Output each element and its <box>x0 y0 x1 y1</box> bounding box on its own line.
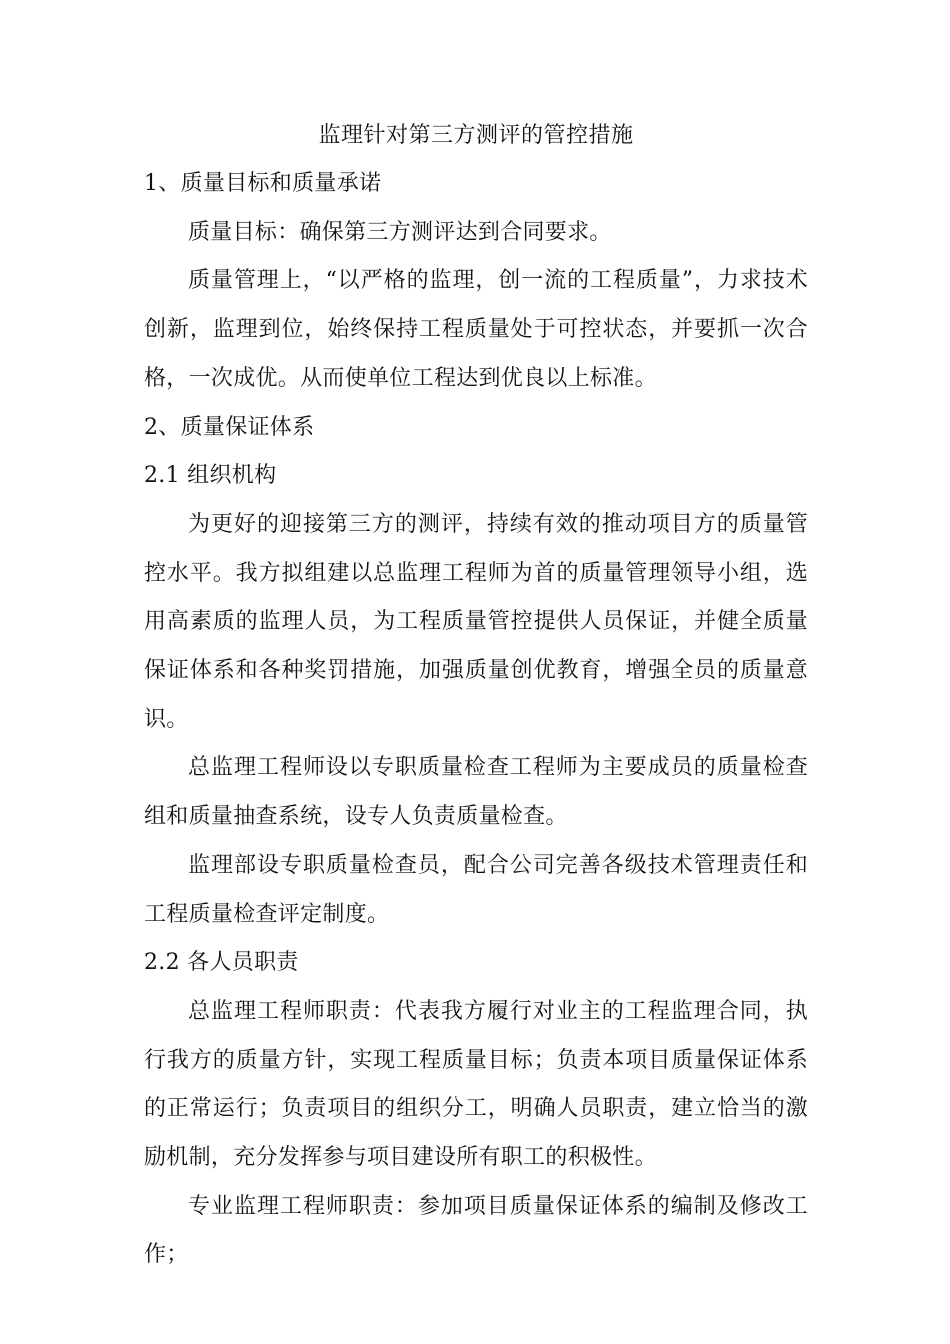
paragraph-quality-goal: 质量目标：确保第三方测评达到合同要求。 <box>188 219 612 245</box>
subsection-heading-2-2: 2.2 各人员职责 <box>144 950 299 976</box>
paragraph-chief-engineer-setup: 总监理工程师设以专职质量检查工程师为主要成员的质量检查组和质量抽查系统，设专人负责质量检查。 <box>144 755 808 830</box>
section-heading-2: 2、质量保证体系 <box>144 414 315 440</box>
paragraph-inspector-setup: 监理部设专职质量检查员，配合公司完善各级技术管理责任和工程质量检查评定制度。 <box>144 852 808 927</box>
paragraph-chief-engineer-duties: 总监理工程师职责：代表我方履行对业主的工程监理合同，执行我方的质量方针，实现工程质量目标；负责本项目质量保证体系的正常运行；负责项目的组织分工，明确人员职责，建立恰当的激励机制，充分发挥参与项目建设所有职工的积极性。 <box>144 998 808 1171</box>
subsection-heading-2-1: 2.1 组织机构 <box>144 463 277 489</box>
paragraph-specialist-engineer-duties: 专业监理工程师职责：参加项目质量保证体系的编制及修改工作； <box>144 1193 808 1268</box>
document-title: 监理针对第三方测评的管控措施 <box>318 123 634 148</box>
paragraph-quality-management: 质量管理上，“以严格的监理，创一流的工程质量”，力求技术创新，监理到位，始终保持工程质量处于可控状态，并要抓一次合格，一次成优。从而使单位工程达到优良以上标准。 <box>144 268 808 391</box>
paragraph-organization: 为更好的迎接第三方的测评，持续有效的推动项目方的质量管控水平。我方拟组建以总监理工程师为首的质量管理领导小组，选用高素质的监理人员，为工程质量管控提供人员保证，并健全质量保证体系和各种奖罚措施，加强质量创优教育，增强全员的质量意识。 <box>144 511 808 732</box>
document-body <box>144 112 808 1280</box>
section-heading-1: 1、质量目标和质量承诺 <box>144 171 382 196</box>
